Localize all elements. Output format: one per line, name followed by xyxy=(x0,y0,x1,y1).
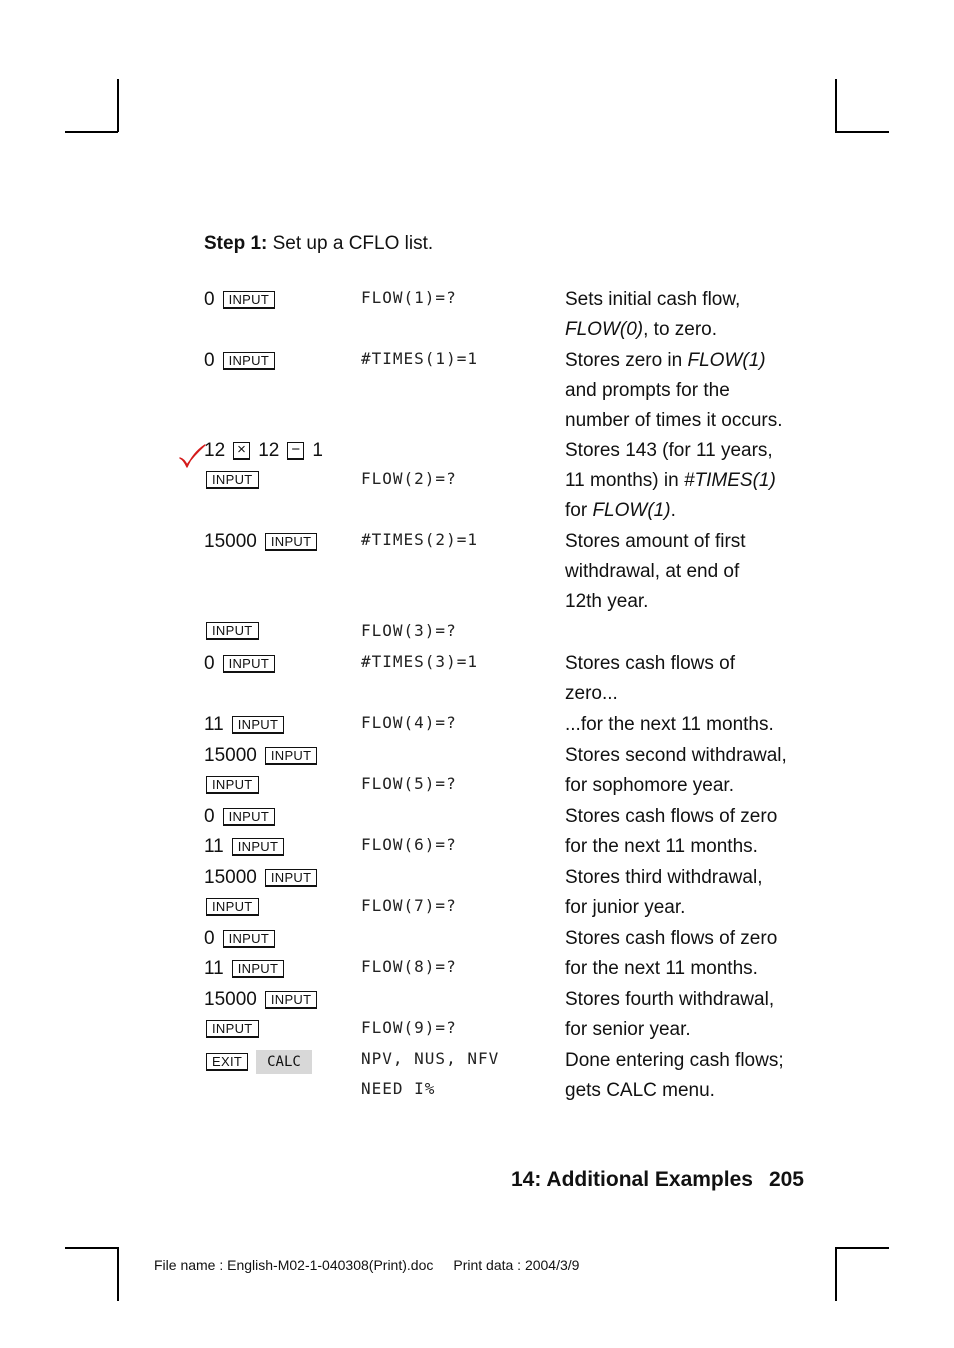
crop-mark xyxy=(65,1247,118,1249)
keystroke-row-9 xyxy=(206,776,259,794)
number-entry: 0 xyxy=(204,289,215,310)
file-info xyxy=(154,1257,579,1273)
print-date: Print data : 2004/3/9 xyxy=(453,1257,580,1273)
description-line: Stores cash flows of xyxy=(565,653,736,674)
checkmark-icon xyxy=(178,444,206,470)
input-key[interactable]: INPUT xyxy=(223,655,276,673)
input-key[interactable]: INPUT xyxy=(265,991,318,1009)
description-line xyxy=(565,346,783,376)
keystroke-row-18 xyxy=(206,1050,312,1074)
keystroke-row-17 xyxy=(206,1020,259,1038)
crop-mark xyxy=(117,1247,119,1301)
variable-name: FLOW(1) xyxy=(592,500,671,521)
number-entry: 15000 xyxy=(204,531,257,552)
keystroke-row-13 xyxy=(206,898,259,916)
crop-mark xyxy=(117,79,119,132)
description: Stores cash flows of zero xyxy=(565,928,778,949)
number-entry: 11 xyxy=(204,836,224,857)
input-key[interactable]: INPUT xyxy=(223,352,276,370)
input-key[interactable]: INPUT xyxy=(223,291,276,309)
number-entry: 15000 xyxy=(204,867,257,888)
number-entry: 1 xyxy=(312,440,323,461)
crop-mark xyxy=(835,131,889,133)
input-key[interactable]: INPUT xyxy=(265,869,318,887)
description-line: withdrawal, at end of xyxy=(565,561,740,582)
input-key[interactable]: INPUT xyxy=(206,776,259,794)
display-line: NEED I% xyxy=(361,1079,436,1098)
calculator-display: #TIMES(2)=1 xyxy=(361,530,478,549)
number-entry: 11 xyxy=(204,714,224,735)
description: Stores second withdrawal, xyxy=(565,745,787,766)
description xyxy=(565,527,746,617)
description-line: gets CALC menu. xyxy=(565,1080,715,1101)
calc-softkey[interactable]: CALC xyxy=(256,1050,312,1074)
description-line: Stores amount of first xyxy=(565,531,746,552)
description-line: 12th year. xyxy=(565,591,649,612)
calculator-display: FLOW(7)=? xyxy=(361,896,457,915)
number-entry: 0 xyxy=(204,928,215,949)
keystroke-row-14 xyxy=(204,928,275,950)
calculator-display: FLOW(4)=? xyxy=(361,713,457,732)
number-entry: 12 xyxy=(258,440,280,461)
keystroke-row-8 xyxy=(204,745,317,767)
description: for senior year. xyxy=(565,1019,691,1040)
number-entry: 15000 xyxy=(204,989,257,1010)
description-text: Stores zero in xyxy=(565,350,688,371)
description-line: number of times it occurs. xyxy=(565,410,783,431)
keystroke-row-10 xyxy=(204,806,275,828)
page-number: 205 xyxy=(768,1168,804,1191)
calculator-display: FLOW(3)=? xyxy=(361,621,457,640)
minus-key[interactable]: − xyxy=(287,442,304,460)
input-key[interactable]: INPUT xyxy=(265,747,318,765)
chapter-title: 14: Additional Examples xyxy=(511,1168,753,1191)
description-text: 11 months) in xyxy=(565,470,684,491)
input-key[interactable]: INPUT xyxy=(206,898,259,916)
keystroke-row-7 xyxy=(204,714,284,736)
keystroke-row-2 xyxy=(204,350,275,372)
variable-name: FLOW(1) xyxy=(687,350,766,371)
description-line xyxy=(565,466,776,496)
calculator-display: FLOW(1)=? xyxy=(361,288,457,307)
step-heading xyxy=(204,233,433,255)
description-text: , to zero. xyxy=(643,319,718,340)
keystroke-row-4 xyxy=(204,531,317,553)
keystroke-row-11 xyxy=(204,836,284,858)
crop-mark xyxy=(65,131,118,133)
multiply-key[interactable]: × xyxy=(233,442,250,460)
calculator-display: FLOW(6)=? xyxy=(361,835,457,854)
file-name: File name : English-M02-1-040308(Print).doc xyxy=(154,1257,434,1273)
number-entry: 12 xyxy=(204,440,226,461)
crop-mark xyxy=(835,1247,889,1249)
keystroke-row-12 xyxy=(204,867,317,889)
keystroke-row-16 xyxy=(204,989,317,1011)
description xyxy=(565,649,735,709)
description: for sophomore year. xyxy=(565,775,734,796)
variable-name: FLOW(0) xyxy=(565,319,644,340)
input-key[interactable]: INPUT xyxy=(232,716,285,734)
number-entry: 0 xyxy=(204,350,215,371)
crop-mark xyxy=(835,1247,837,1301)
description xyxy=(565,285,740,345)
number-entry: 0 xyxy=(204,806,215,827)
calculator-display: #TIMES(3)=1 xyxy=(361,652,478,671)
step-text: Set up a CFLO list. xyxy=(267,233,434,254)
description: Stores cash flows of zero xyxy=(565,806,778,827)
input-key[interactable]: INPUT xyxy=(232,838,285,856)
calculator-display: FLOW(9)=? xyxy=(361,1018,457,1037)
calculator-display: FLOW(8)=? xyxy=(361,957,457,976)
input-key[interactable]: INPUT xyxy=(206,622,259,640)
number-entry: 11 xyxy=(204,958,224,979)
keystroke-row-3 xyxy=(204,440,323,462)
description: Stores third withdrawal, xyxy=(565,867,763,888)
input-key[interactable]: INPUT xyxy=(206,1020,259,1038)
input-key[interactable]: INPUT xyxy=(265,533,318,551)
keystroke-row-5 xyxy=(206,622,259,640)
description-line xyxy=(565,496,776,526)
description: for junior year. xyxy=(565,897,686,918)
display-line: NPV, NUS, NFV xyxy=(361,1049,500,1068)
number-entry: 0 xyxy=(204,653,215,674)
keystroke-row-15 xyxy=(204,958,284,980)
calculator-display: #TIMES(1)=1 xyxy=(361,349,478,368)
description-text: for xyxy=(565,500,593,521)
description: ...for the next 11 months. xyxy=(565,714,774,735)
input-key[interactable]: INPUT xyxy=(223,930,276,948)
description-line xyxy=(565,315,740,345)
description-line: zero... xyxy=(565,683,618,704)
description xyxy=(565,436,776,526)
calculator-display xyxy=(361,1048,499,1100)
crop-mark xyxy=(835,79,837,132)
description: Stores fourth withdrawal, xyxy=(565,989,775,1010)
number-entry: 15000 xyxy=(204,745,257,766)
description: for the next 11 months. xyxy=(565,836,758,857)
keystroke-row-3b xyxy=(206,471,259,489)
description-line: Done entering cash flows; xyxy=(565,1050,784,1071)
description xyxy=(565,1046,784,1106)
exit-key[interactable]: EXIT xyxy=(206,1053,248,1071)
description-text: . xyxy=(670,500,676,521)
variable-name: #TIMES(1) xyxy=(683,470,776,491)
description-line: and prompts for the xyxy=(565,380,730,401)
step-label: Step 1: xyxy=(204,233,268,254)
description-line: Sets initial cash flow, xyxy=(565,289,741,310)
input-key[interactable]: INPUT xyxy=(223,808,276,826)
input-key[interactable]: INPUT xyxy=(232,960,285,978)
calculator-display: FLOW(5)=? xyxy=(361,774,457,793)
keystroke-row-1 xyxy=(204,289,275,311)
page-footer xyxy=(511,1168,804,1192)
description xyxy=(565,346,783,436)
calculator-display: FLOW(2)=? xyxy=(361,469,457,488)
description-line: Stores 143 (for 11 years, xyxy=(565,440,773,461)
input-key[interactable]: INPUT xyxy=(206,471,259,489)
keystroke-row-6 xyxy=(204,653,275,675)
description: for the next 11 months. xyxy=(565,958,758,979)
